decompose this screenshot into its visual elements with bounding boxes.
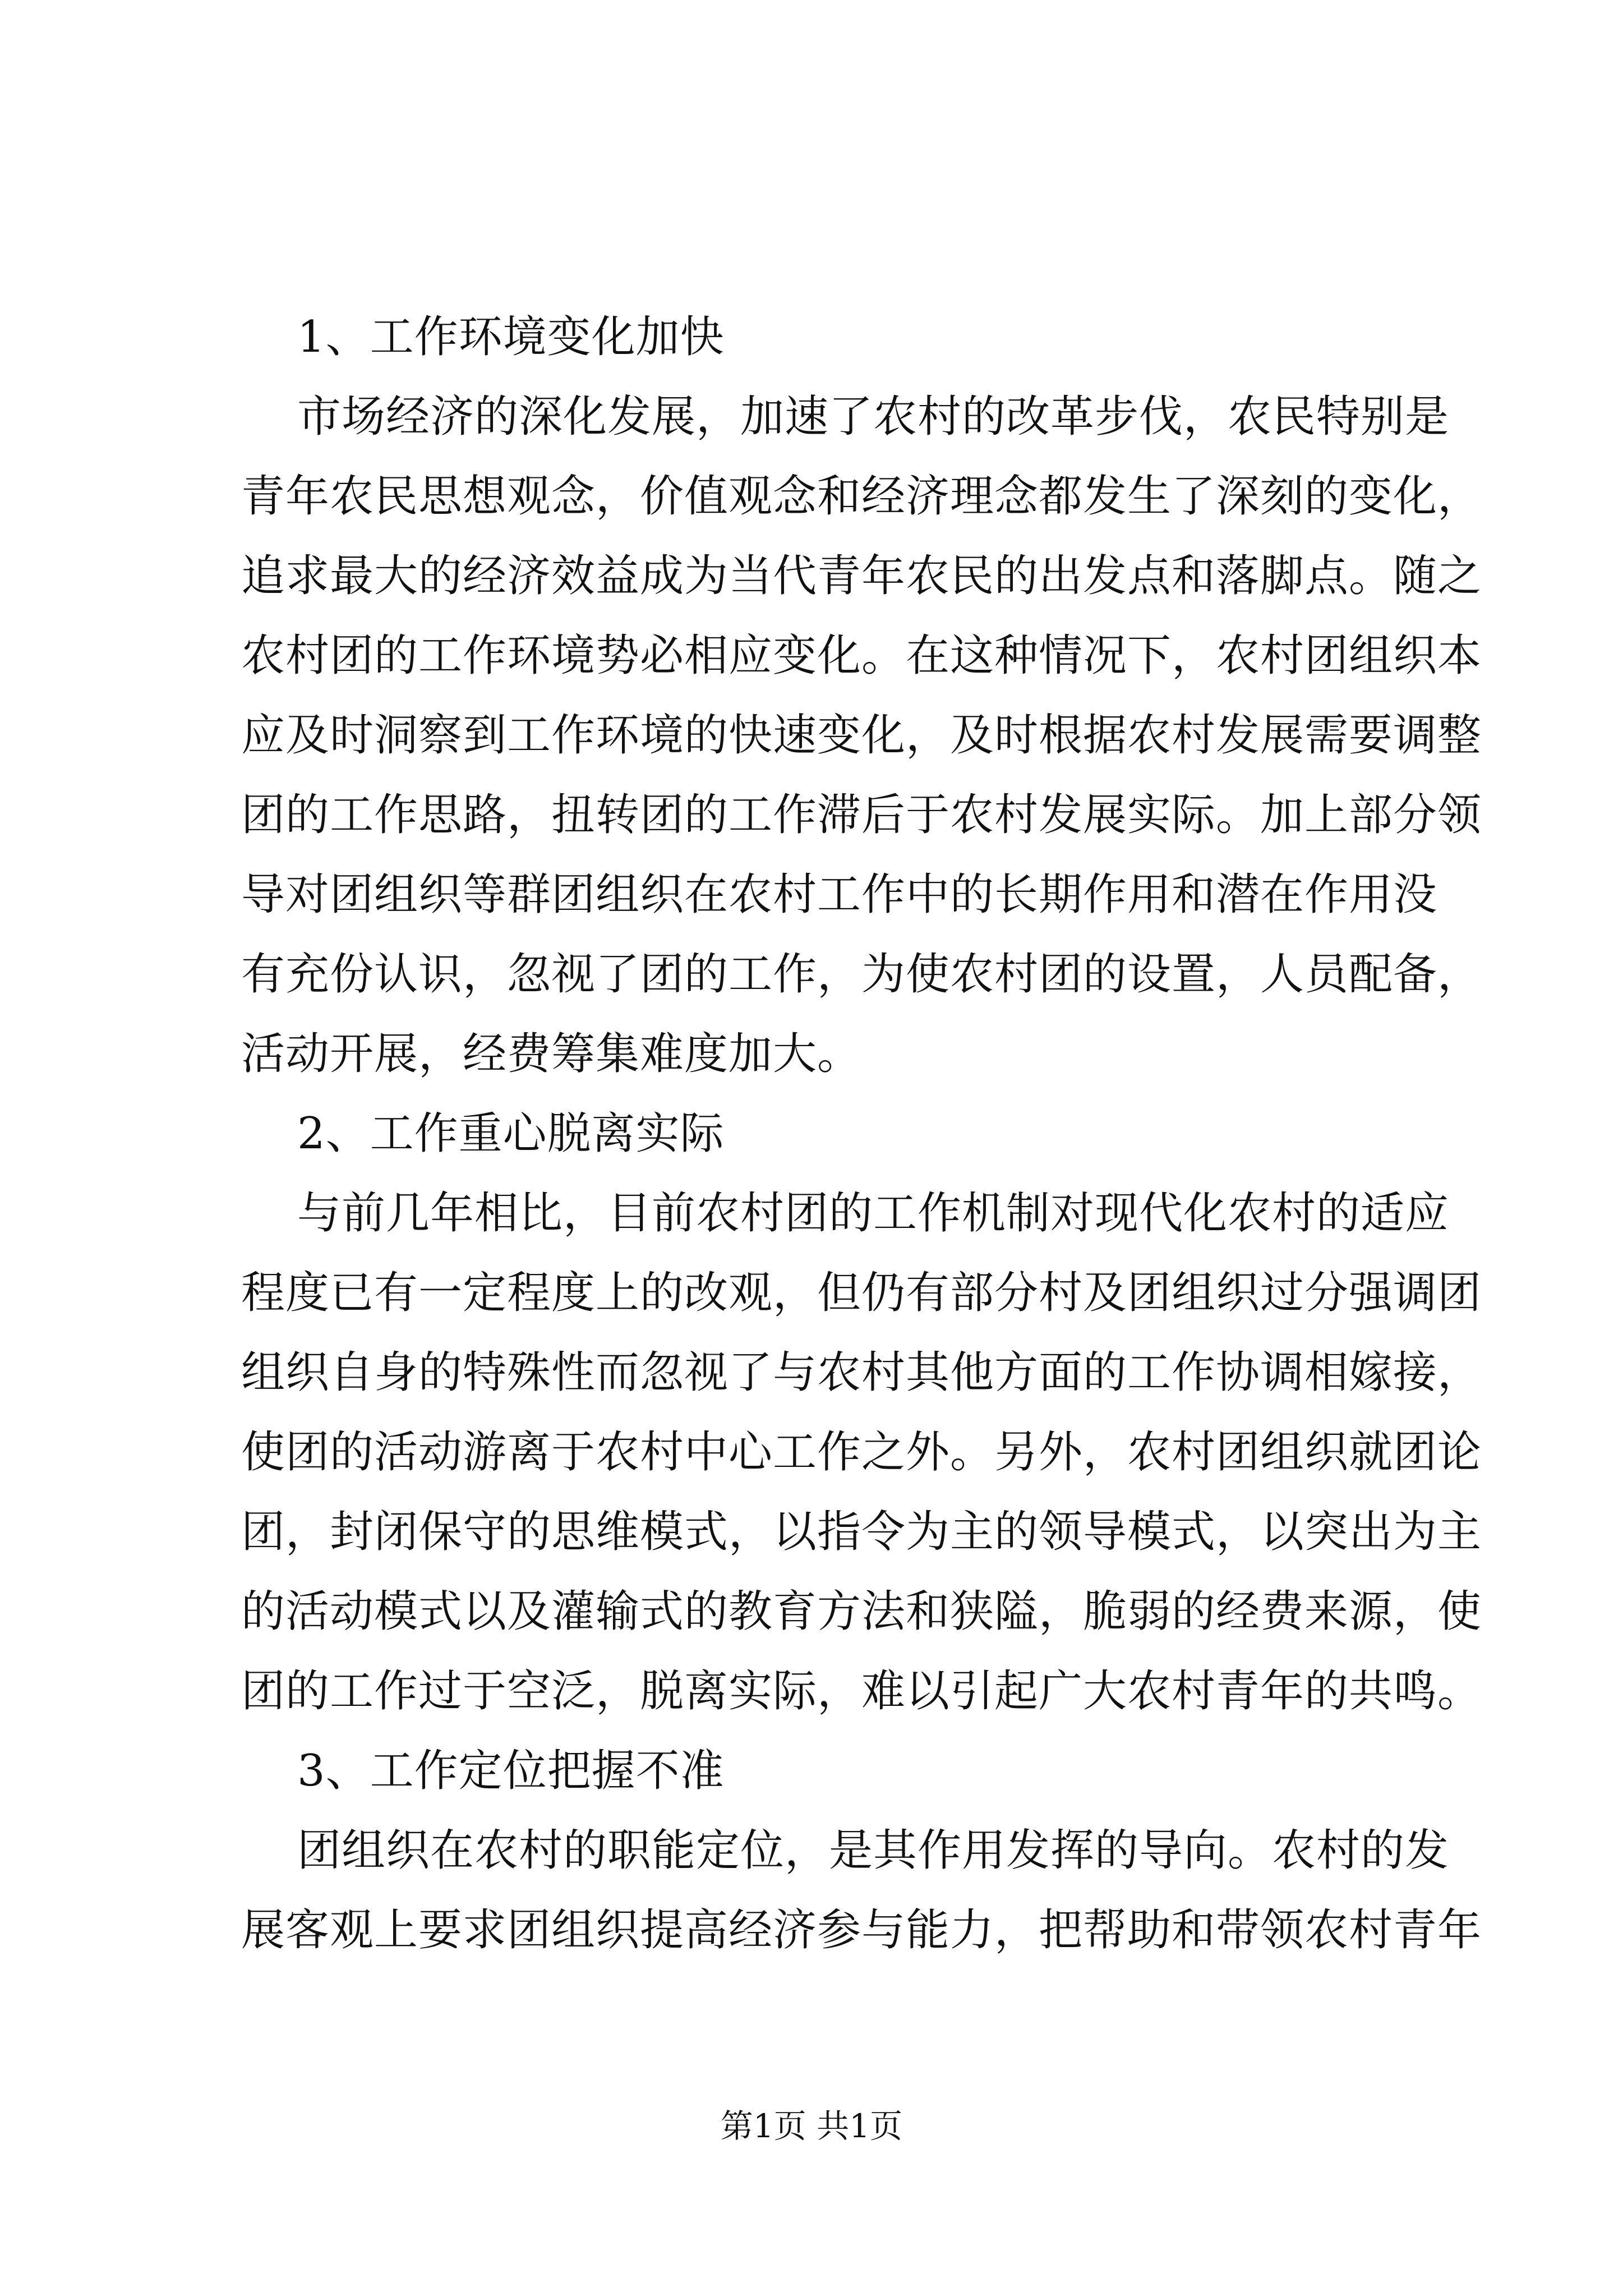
paragraph-line: 使团的活动游离于农村中心工作之外。另外，农村团组织就团论 [241,1427,1482,1478]
paragraph-line: 团组织在农村的职能定位，是其作用发挥的导向。农村的发 [297,1825,1450,1876]
document-body [241,297,1482,1970]
paragraph-line: 有充份认识，忽视了团的工作，为使农村团的设置，人员配备， [241,949,1482,1000]
paragraph-line: 组织自身的特殊性而忽视了与农村其他方面的工作协调相嫁接， [241,1347,1482,1398]
paragraph-line: 导对团组织等群团组织在农村工作中的长期作用和潜在作用没 [241,869,1438,920]
paragraph-line: 青年农民思想观念，价值观念和经济理念都发生了深刻的变化， [241,471,1482,522]
paragraph-line: 程度已有一定程度上的改观，但仍有部分村及团组织过分强调团 [241,1268,1482,1318]
section-heading-1: 1、工作环境变化加快 [297,312,725,362]
paragraph-line: 农村团的工作环境势必相应变化。在这种情况下，农村团组织本 [241,631,1482,681]
paragraph-line: 活动开展，经费筹集难度加大。 [241,1029,862,1079]
paragraph-line: 追求最大的经济效益成为当代青年农民的出发点和落脚点。随之 [241,551,1482,601]
section-heading-3: 3、工作定位把握不准 [297,1746,725,1796]
paragraph-line: 的活动模式以及灌输式的教育方法和狭隘，脆弱的经费来源，使 [241,1586,1482,1637]
paragraph-line: 市场经济的深化发展，加速了农村的改革步伐，农民特别是 [297,392,1450,442]
paragraph-line: 团的工作过于空泛，脱离实际，难以引起广大农村青年的共鸣。 [241,1666,1482,1717]
paragraph-line: 团的工作思路，扭转团的工作滞后于农村发展实际。加上部分领 [241,790,1482,840]
paragraph-line: 团，封闭保守的思维模式，以指令为主的领导模式，以突出为主 [241,1507,1482,1557]
page-number-footer: 第1页 共1页 [720,2107,903,2145]
paragraph-line: 展客观上要求团组织提高经济参与能力，把帮助和带领农村青年 [241,1905,1482,1955]
section-heading-2: 2、工作重心脱离实际 [297,1108,725,1159]
paragraph-line: 应及时洞察到工作环境的快速变化，及时根据农村发展需要调整 [241,710,1482,761]
paragraph-line: 与前几年相比，目前农村团的工作机制对现代化农村的适应 [297,1188,1450,1239]
